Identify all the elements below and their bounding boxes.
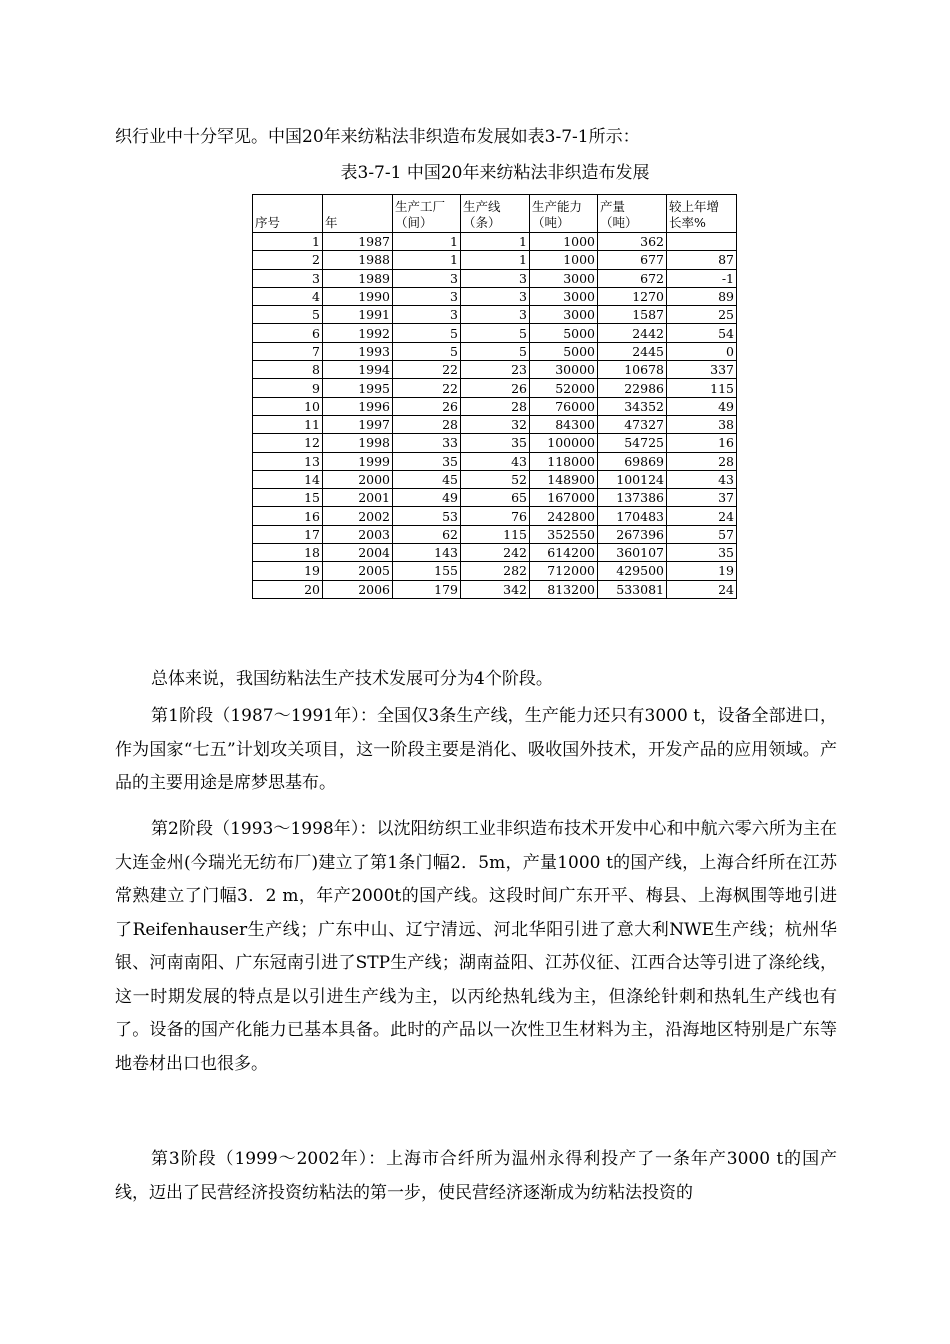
table-row	[253, 361, 737, 379]
cell-factories: 3	[393, 287, 461, 305]
cell-year: 1994	[323, 361, 393, 379]
cell-capacity: 100000	[530, 434, 598, 452]
cell-year: 1999	[323, 452, 393, 470]
table-row	[253, 306, 737, 324]
cell-index: 5	[253, 306, 323, 324]
cell-index: 11	[253, 415, 323, 433]
cell-capacity: 242800	[530, 507, 598, 525]
cell-capacity: 614200	[530, 544, 598, 562]
header-index: 序号	[253, 195, 323, 233]
cell-factories: 3	[393, 269, 461, 287]
cell-output: 34352	[598, 397, 667, 415]
cell-index: 18	[253, 544, 323, 562]
cell-lines: 1	[461, 233, 530, 251]
cell-growth: 24	[667, 580, 737, 598]
cell-factories: 179	[393, 580, 461, 598]
table-row	[253, 434, 737, 452]
table-caption: 表3-7-1 中国20年来纺粘法非织造布发展	[340, 163, 650, 183]
cell-lines: 115	[461, 525, 530, 543]
cell-factories: 45	[393, 470, 461, 488]
cell-year: 1997	[323, 415, 393, 433]
cell-growth: 49	[667, 397, 737, 415]
cell-capacity: 712000	[530, 562, 598, 580]
cell-output: 47327	[598, 415, 667, 433]
header-year: 年	[323, 195, 393, 233]
cell-index: 15	[253, 489, 323, 507]
cell-capacity: 813200	[530, 580, 598, 598]
cell-factories: 22	[393, 379, 461, 397]
cell-lines: 3	[461, 287, 530, 305]
table-row	[253, 452, 737, 470]
cell-output: 677	[598, 251, 667, 269]
table-row	[253, 507, 737, 525]
header-capacity: 生产能力 （吨）	[530, 195, 598, 233]
cell-lines: 242	[461, 544, 530, 562]
header-factories: 生产工厂 （间）	[393, 195, 461, 233]
cell-lines: 76	[461, 507, 530, 525]
cell-capacity: 84300	[530, 415, 598, 433]
cell-lines: 3	[461, 269, 530, 287]
table-row	[253, 415, 737, 433]
cell-growth: 38	[667, 415, 737, 433]
cell-index: 6	[253, 324, 323, 342]
cell-growth: 115	[667, 379, 737, 397]
table-row	[253, 470, 737, 488]
cell-output: 2445	[598, 342, 667, 360]
cell-lines: 43	[461, 452, 530, 470]
cell-growth: 37	[667, 489, 737, 507]
cell-growth: 25	[667, 306, 737, 324]
cell-factories: 1	[393, 251, 461, 269]
cell-capacity: 52000	[530, 379, 598, 397]
cell-growth: -1	[667, 269, 737, 287]
cell-capacity: 5000	[530, 324, 598, 342]
cell-output: 170483	[598, 507, 667, 525]
cell-factories: 49	[393, 489, 461, 507]
cell-index: 2	[253, 251, 323, 269]
cell-output: 267396	[598, 525, 667, 543]
development-table	[252, 194, 737, 599]
cell-index: 10	[253, 397, 323, 415]
cell-growth: 35	[667, 544, 737, 562]
cell-output: 533081	[598, 580, 667, 598]
cell-year: 2002	[323, 507, 393, 525]
cell-growth: 54	[667, 324, 737, 342]
cell-year: 1990	[323, 287, 393, 305]
cell-growth: 43	[667, 470, 737, 488]
cell-index: 13	[253, 452, 323, 470]
cell-year: 1998	[323, 434, 393, 452]
cell-growth: 87	[667, 251, 737, 269]
header-lines: 生产线 （条）	[461, 195, 530, 233]
cell-year: 2000	[323, 470, 393, 488]
cell-output: 100124	[598, 470, 667, 488]
cell-output: 672	[598, 269, 667, 287]
cell-output: 362	[598, 233, 667, 251]
table-body	[253, 233, 737, 599]
table-row	[253, 324, 737, 342]
table-row	[253, 287, 737, 305]
cell-growth: 28	[667, 452, 737, 470]
cell-factories: 28	[393, 415, 461, 433]
cell-factories: 143	[393, 544, 461, 562]
cell-factories: 1	[393, 233, 461, 251]
cell-index: 3	[253, 269, 323, 287]
cell-output: 360107	[598, 544, 667, 562]
cell-lines: 342	[461, 580, 530, 598]
cell-factories: 5	[393, 324, 461, 342]
cell-lines: 1	[461, 251, 530, 269]
table-row	[253, 580, 737, 598]
cell-index: 12	[253, 434, 323, 452]
header-output: 产量 （吨）	[598, 195, 667, 233]
table-row	[253, 397, 737, 415]
cell-lines: 5	[461, 324, 530, 342]
cell-capacity: 76000	[530, 397, 598, 415]
table-row	[253, 342, 737, 360]
cell-index: 19	[253, 562, 323, 580]
cell-capacity: 167000	[530, 489, 598, 507]
cell-lines: 65	[461, 489, 530, 507]
cell-factories: 26	[393, 397, 461, 415]
cell-index: 7	[253, 342, 323, 360]
cell-lines: 26	[461, 379, 530, 397]
cell-year: 1991	[323, 306, 393, 324]
cell-year: 2001	[323, 489, 393, 507]
cell-year: 1996	[323, 397, 393, 415]
cell-year: 2005	[323, 562, 393, 580]
table-header-row	[253, 195, 737, 233]
cell-index: 16	[253, 507, 323, 525]
cell-growth: 0	[667, 342, 737, 360]
cell-index: 14	[253, 470, 323, 488]
cell-growth: 19	[667, 562, 737, 580]
cell-output: 2442	[598, 324, 667, 342]
cell-year: 1995	[323, 379, 393, 397]
cell-year: 2003	[323, 525, 393, 543]
cell-factories: 3	[393, 306, 461, 324]
cell-growth: 89	[667, 287, 737, 305]
intro-paragraph: 织行业中十分罕见。中国20年来纺粘法非织造布发展如表3-7-1所示：	[115, 127, 640, 147]
cell-year: 1988	[323, 251, 393, 269]
stage1-paragraph: 第1阶段（1987～1991年）：全国仅3条生产线，生产能力还只有3000 t，设备全部进口，作为国家“七五”计划攻关项目，这一阶段主要是消化、吸收国外技术，开发产品的应用领域。产品的主要用途是席梦思基布。	[115, 706, 837, 793]
cell-growth: 16	[667, 434, 737, 452]
cell-output: 137386	[598, 489, 667, 507]
cell-factories: 33	[393, 434, 461, 452]
stage3-paragraph: 第3阶段（1999～2002年）：上海市合纤所为温州永得利投产了一条年产3000 t的国产线，迈出了民营经济投资纺粘法的第一步，使民营经济逐渐成为纺粘法投资的	[115, 1149, 837, 1203]
cell-lines: 5	[461, 342, 530, 360]
table-row	[253, 525, 737, 543]
table-row	[253, 269, 737, 287]
cell-output: 54725	[598, 434, 667, 452]
cell-capacity: 3000	[530, 269, 598, 287]
table-row	[253, 379, 737, 397]
cell-lines: 23	[461, 361, 530, 379]
table-row	[253, 233, 737, 251]
cell-lines: 282	[461, 562, 530, 580]
cell-capacity: 352550	[530, 525, 598, 543]
cell-growth	[667, 233, 737, 251]
table-row	[253, 489, 737, 507]
cell-lines: 3	[461, 306, 530, 324]
cell-capacity: 3000	[530, 287, 598, 305]
table-row	[253, 251, 737, 269]
summary-paragraph: 总体来说，我国纺粘法生产技术发展可分为4个阶段。	[151, 669, 553, 689]
cell-factories: 5	[393, 342, 461, 360]
cell-factories: 155	[393, 562, 461, 580]
cell-output: 1270	[598, 287, 667, 305]
cell-capacity: 3000	[530, 306, 598, 324]
cell-factories: 53	[393, 507, 461, 525]
cell-lines: 52	[461, 470, 530, 488]
cell-year: 1993	[323, 342, 393, 360]
cell-output: 69869	[598, 452, 667, 470]
cell-year: 1992	[323, 324, 393, 342]
table-row	[253, 562, 737, 580]
cell-capacity: 1000	[530, 251, 598, 269]
cell-year: 1987	[323, 233, 393, 251]
stage2-paragraph: 第2阶段（1993～1998年）：以沈阳纺织工业非织造布技术开发中心和中航六零六所为主在大连金州(今瑞光无纺布厂)建立了第1条门幅2．5m，产量1000 t的国产线，上海合纤所在江苏常熟建立了门幅3．2 m，年产2000t的国产线。这段时间广东开平、梅县、上海枫围等地引进了Reifenhauser生产线；广东中山、辽宁清远、河北华阳引进了意大利NWE生产线；杭州华银、河南南阳、广东冠南引进了STP生产线；湖南益阳、江苏仪征、江西合达等引进了涤纶线，这一时期发展的特点是以引进生产线为主，以丙纶热轧线为主，但涤纶针刺和热轧生产线也有了。设备的国产化能力已基本具备。此时的产品以一次性卫生材料为主，沿海地区特别是广东等地卷材出口也很多。	[115, 819, 837, 1074]
cell-factories: 62	[393, 525, 461, 543]
cell-factories: 22	[393, 361, 461, 379]
cell-lines: 32	[461, 415, 530, 433]
cell-index: 20	[253, 580, 323, 598]
cell-growth: 337	[667, 361, 737, 379]
cell-lines: 28	[461, 397, 530, 415]
cell-capacity: 5000	[530, 342, 598, 360]
cell-factories: 35	[393, 452, 461, 470]
cell-output: 10678	[598, 361, 667, 379]
cell-capacity: 118000	[530, 452, 598, 470]
cell-output: 22986	[598, 379, 667, 397]
cell-capacity: 1000	[530, 233, 598, 251]
cell-index: 17	[253, 525, 323, 543]
cell-capacity: 148900	[530, 470, 598, 488]
cell-index: 1	[253, 233, 323, 251]
cell-year: 2004	[323, 544, 393, 562]
cell-growth: 57	[667, 525, 737, 543]
cell-year: 2006	[323, 580, 393, 598]
cell-index: 4	[253, 287, 323, 305]
cell-index: 9	[253, 379, 323, 397]
cell-year: 1989	[323, 269, 393, 287]
cell-growth: 24	[667, 507, 737, 525]
cell-lines: 35	[461, 434, 530, 452]
cell-output: 1587	[598, 306, 667, 324]
table-row	[253, 544, 737, 562]
cell-capacity: 30000	[530, 361, 598, 379]
cell-output: 429500	[598, 562, 667, 580]
header-growth: 较上年增 长率%	[667, 195, 737, 233]
cell-index: 8	[253, 361, 323, 379]
